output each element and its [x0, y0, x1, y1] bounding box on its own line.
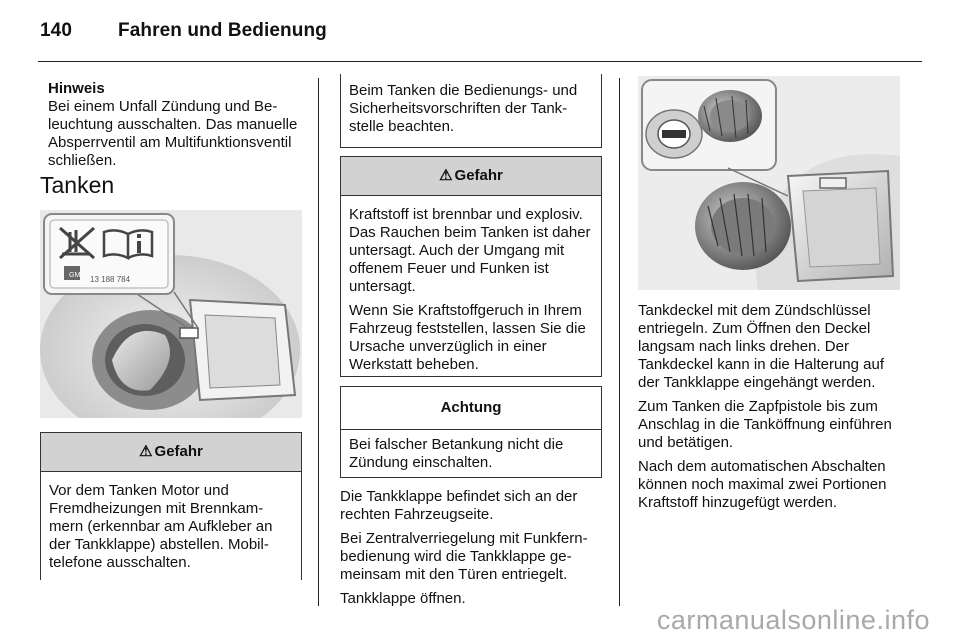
page-number: 140 [40, 20, 73, 41]
label-code: 13 188 784 [90, 275, 131, 284]
danger-box-1-header [41, 433, 301, 472]
paragraph-unlock-cap: Tankdeckel mit dem Zündschlüssel entriegeln. Zum Öffnen den Deckel langsam nach links drehen. Der Tankdeckel kann in die Halterung auf der Tankklappe eingehängt werden. [638, 302, 884, 391]
column-3-text [638, 302, 904, 518]
notice-box [340, 74, 602, 148]
caution-box [340, 386, 602, 478]
fuel-flap-label-image [40, 210, 302, 418]
caution-box-title: Achtung [440, 399, 502, 416]
watermark: carmanualsonline.info [656, 605, 930, 635]
danger-box-1-title: Gefahr [154, 443, 203, 460]
column-1 [48, 80, 306, 176]
danger-box-2-text-2: Wenn Sie Kraftstoffgeruch in Ihrem Fahrzeug feststellen, lassen Sie die Ursache unverzüglich in einer Werkstatt beheben. [349, 302, 586, 373]
section-title: Tanken [40, 172, 115, 198]
paragraph-auto-shutoff: Nach dem automatischen Abschalten können noch maximal zwei Portionen Kraftstoff hinzugefügt werden. [638, 458, 887, 511]
caution-box-header [341, 387, 601, 430]
danger-box-2-title: Gefahr [454, 167, 503, 184]
svg-text:GM: GM [69, 272, 81, 279]
hint-title: Hinweis [48, 80, 105, 97]
paragraph-fuel-flap-location: Die Tankklappe befindet sich an der rechten Fahrzeugseite. [340, 488, 578, 523]
hint-text: Bei einem Unfall Zündung und Beleuchtung ausschalten. Das manuelle Absperrventil am Multifunktionsventil schließen. [48, 98, 298, 169]
header-rule [38, 61, 922, 62]
danger-box-1 [40, 432, 302, 580]
column-divider-1 [318, 78, 319, 606]
danger-box-2 [340, 156, 602, 377]
column-divider-2 [619, 78, 620, 606]
warning-triangle-icon: ⚠ [139, 443, 153, 460]
danger-box-2-header [341, 157, 601, 196]
paragraph-open-flap: Tankklappe öffnen. [340, 590, 466, 607]
page-title: Fahren und Bedienung [118, 20, 327, 41]
paragraph-refuel-nozzle: Zum Tanken die Zapfpistole bis zum Anschlag in die Tanköffnung einführen und betätigen. [638, 398, 892, 451]
caution-box-text: Bei falscher Betankung nicht die Zündung einschalten. [349, 436, 564, 471]
danger-box-2-text-1: Kraftstoff ist brennbar und explosiv. Das Rauchen beim Tanken ist daher untersagt. Auch der Umgang mit offenem Feuer und Funken ist untersagt. [349, 206, 591, 295]
fuel-cap-image [638, 76, 900, 290]
warning-triangle-icon: ⚠ [439, 167, 453, 184]
notice-text: Beim Tanken die Bedienungs- und Sicherheitsvorschriften der Tankstelle beachten. [349, 82, 578, 135]
danger-box-1-text: Vor dem Tanken Motor und Fremdheizungen mit Brennkammern (erkennbar am Aufkleber an der Tankklappe) abstellen. Mobiltelefone ausschalten. [49, 482, 273, 571]
column-2-text [340, 488, 606, 614]
paragraph-central-locking: Bei Zentralverriegelung mit Funkfernbedienung wird die Tankklappe gemeinsam mit den Türen entriegelt. [340, 530, 588, 583]
page-header [40, 20, 327, 42]
